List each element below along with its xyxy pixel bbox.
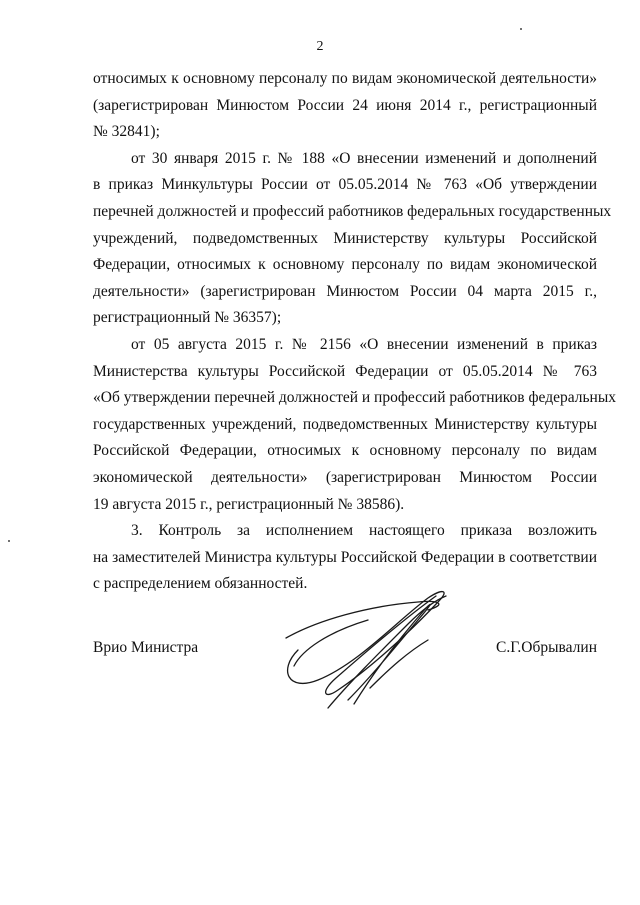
text-line: № 32841); xyxy=(93,123,160,141)
scan-speck xyxy=(8,540,10,542)
text-line: на заместителей Министра культуры Российской Федерации в соответствии xyxy=(93,548,597,566)
text-line: деятельности» (зарегистрирован Минюстом России 04 марта 2015 г., xyxy=(93,282,597,300)
text-line: от 05 августа 2015 г. № 2156 «О внесении изменений в приказ xyxy=(131,335,597,353)
text-line: учреждений, подведомственных Министерству культуры Российской xyxy=(93,229,597,247)
signatory-name: С.Г.Обрывалин xyxy=(496,639,597,656)
text-line: Федерации, относимых к основному персоналу по видам экономической xyxy=(93,256,597,274)
handwritten-signature xyxy=(258,580,468,710)
text-line: от 30 января 2015 г. № 188 «О внесении изменений и дополнений xyxy=(131,149,597,167)
paragraph-order-188 xyxy=(93,146,612,332)
text-line: экономической деятельности» (зарегистрирован Минюстом России xyxy=(93,468,597,486)
page-number: 2 xyxy=(316,39,324,54)
text-line: Министерства культуры Российской Федерации от 05.05.2014 № 763 xyxy=(93,362,597,380)
text-line: Российской Федерации, относимых к основному персоналу по видам xyxy=(93,442,597,460)
document-body xyxy=(93,66,617,598)
text-line: перечней должностей и профессий работников федеральных государственных xyxy=(93,202,612,220)
text-line: государственных учреждений, подведомственных Министерству культуры xyxy=(93,415,597,433)
paragraph-continuation xyxy=(93,66,597,146)
text-line: с распределением обязанностей. xyxy=(93,575,308,593)
text-line: (зарегистрирован Минюстом России 24 июня 2014 г., регистрационный xyxy=(93,96,597,114)
text-line: регистрационный № 36357); xyxy=(93,309,282,327)
paragraph-order-2156 xyxy=(93,332,617,518)
text-line: «Об утверждении перечней должностей и профессий работников федеральных xyxy=(93,389,617,407)
text-line: в приказ Минкультуры России от 05.05.2014 № 763 «Об утверждении xyxy=(93,176,597,194)
text-line: 19 августа 2015 г., регистрационный № 38586). xyxy=(93,495,405,513)
text-line: относимых к основному персоналу по видам экономической деятельности» xyxy=(93,70,597,87)
scan-speck xyxy=(520,28,522,30)
text-line: 3. Контроль за исполнением настоящего приказа возложить xyxy=(131,522,597,540)
signatory-title: Врио Министра xyxy=(93,639,199,656)
